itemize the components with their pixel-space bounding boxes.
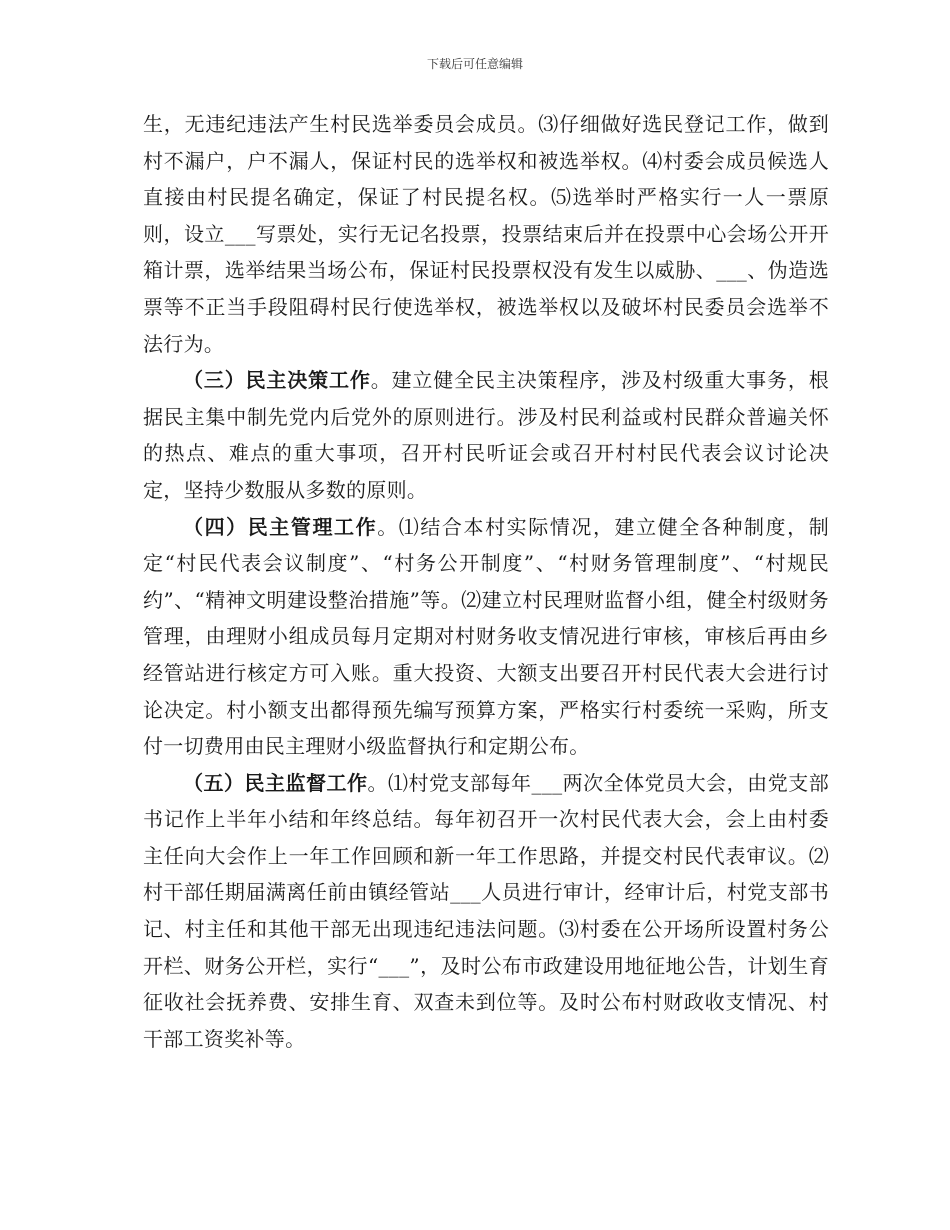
document-body — [143, 106, 829, 1057]
paragraph-text: 。⑴结合本村实际情况，建立健全各种制度，制定“村民代表会议制度”、“村务公开制度”、“村财务管理制度”、“村规民约”、“精神文明建设整治措施”等。⑵建立村民理财监督小组，健全村级财务管理，由理财小组成员每月定期对村财务收支情况进行审核，审核后再由乡经管站进行核定方可入账。重大投资、大额支出要召开村民代表大会进行讨论决定。村小额支出都得预先编写预算方案，严格实行村委统一采购，所支付一切费用由民主理财小级监督执行和定期公布。 — [143, 514, 829, 759]
section-heading: （五）民主监督工作 — [183, 770, 368, 795]
paragraph-text: 。建立健全民主决策程序，涉及村级重大事务，根据民主集中制先党内后党外的原则进行。涉及村民利益或村民群众普遍关怀的热点、难点的重大事项，召开村民听证会或召开村村民代表会议讨论决定，坚持少数服从多数的原则。 — [143, 368, 829, 502]
paragraph-democratic-decision — [143, 362, 829, 508]
paragraph-text: 。⑴村党支部每年___两次全体党员大会，由党支部书记作上半年小结和年终总结。每年初召开一次村民代表大会，会上由村委主任向大会作上一年工作回顾和新一年工作思路，并提交村民代表审议。⑵村干部任期届满离任前由镇经管站___人员进行审计，经审计后，村党支部书记、村主任和其他干部无出现违纪违法问题。⑶村委在公开场所设置村务公开栏、财务公开栏，实行“___”，及时公布市政建设用地征地公告，计划生育征收社会抚养费、安排生育、双查未到位等。及时公布村财政收支情况、村干部工资奖补等。 — [143, 770, 829, 1051]
page-header: 下载后可任意编辑 — [426, 57, 523, 71]
section-heading: （三）民主决策工作 — [183, 368, 371, 393]
paragraph-continuation — [143, 106, 829, 362]
paragraph-democratic-supervision — [143, 765, 829, 1058]
paragraph-democratic-management — [143, 509, 829, 765]
paragraph-text: 生，无违纪违法产生村民选举委员会成员。⑶仔细做好选民登记工作，做到村不漏户，户不漏人，保证村民的选举权和被选举权。⑷村委会成员候选人直接由村民提名确定，保证了村民提名权。⑸选举时严格实行一人一票原则，设立___写票处，实行无记名投票，投票结束后并在投票中心会场公开开箱计票，选举结果当场公布，保证村民投票权没有发生以威胁、___、伪造选票等不正当手段阻碍村民行使选举权，被选举权以及破坏村民委员会选举不法行为。 — [143, 112, 829, 356]
section-heading: （四）民主管理工作 — [183, 514, 378, 539]
